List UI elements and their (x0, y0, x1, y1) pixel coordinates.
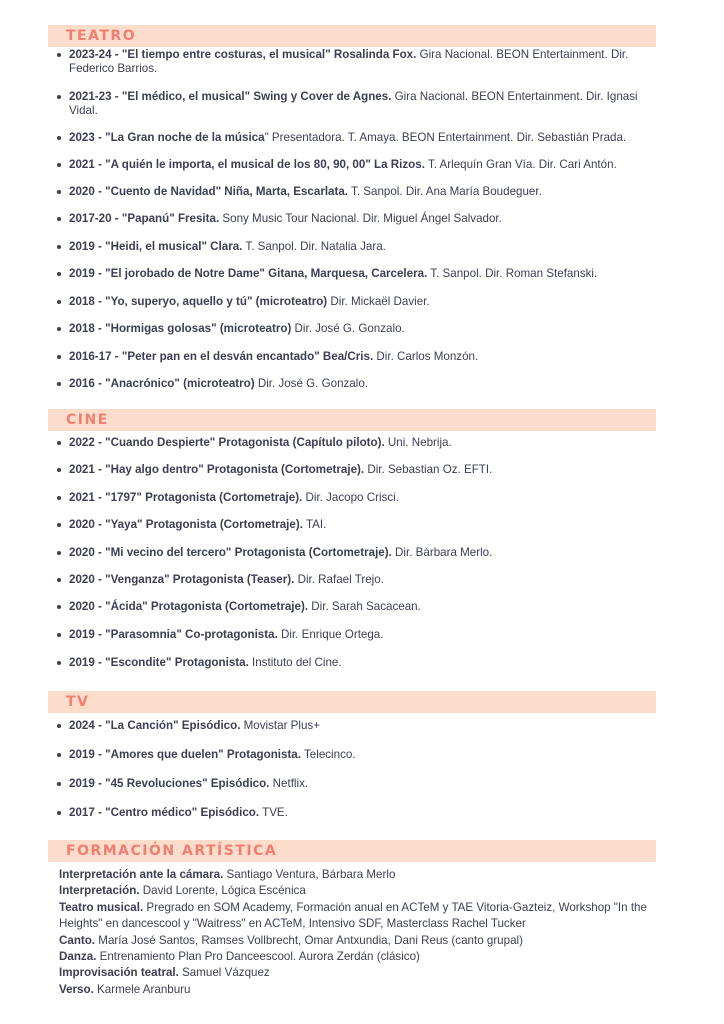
entry-detail: Dir. Mickaël Davier. (327, 295, 430, 308)
formacion-label: Interpretación. (59, 884, 140, 898)
section-title-tv: TV (66, 694, 90, 710)
entry-detail: Sony Music Tour Nacional. Dir. Miguel Ángel Salvador. (219, 212, 502, 225)
formacion-line (59, 883, 669, 899)
section-title-teatro: TEATRO (66, 28, 137, 44)
entry-detail: TVE. (259, 806, 288, 819)
entry-detail: Dir. Rafael Trejo. (294, 573, 384, 586)
formacion-block (59, 867, 669, 998)
entry-detail: TAI. (302, 518, 327, 531)
section-title-formacion: FORMACIÓN ARTÍSTICA (66, 843, 278, 859)
list-item (69, 777, 659, 791)
entry-detail: T. Sanpol. Dir. Roman Stefanski. (427, 267, 598, 280)
entry-detail: Dir. Bárbara Merlo. (391, 546, 493, 559)
entry-title: 2018 - "Hormigas golosas" (microteatro) (69, 322, 292, 335)
entry-title: 2020 - "Venganza" Protagonista (Teaser). (69, 573, 295, 586)
formacion-detail: Pregrado en SOM Academy, Formación anual en ACTeM y TAE Vitoria-Gazteiz, Workshop "In the Heights" en dancescool y "Waitress" en ACTeM, Intensivo SDF, Masterclass Rachel Tucker (59, 900, 647, 931)
list-item (69, 491, 659, 505)
list-item (69, 628, 659, 642)
entry-detail: Instituto del Cine. (248, 656, 342, 669)
formacion-line (59, 867, 669, 883)
formacion-line (59, 933, 669, 949)
list-item (69, 90, 659, 118)
formacion-detail: Karmele Aranburu (93, 982, 191, 996)
list-item (69, 463, 659, 477)
list-item (69, 546, 659, 560)
section-band-tv (48, 691, 656, 713)
formacion-label: Verso. (59, 982, 94, 996)
list-item (69, 267, 659, 281)
entry-detail: T. Sanpol. Dir. Natalia Jara. (242, 240, 386, 253)
formacion-line (59, 965, 669, 981)
entry-detail: Telecinco. (300, 748, 356, 761)
formacion-line (59, 982, 669, 998)
list-item (69, 240, 659, 254)
entry-title: 2017-20 - "Papanú" Fresita. (69, 212, 220, 225)
list-item (69, 656, 659, 670)
list-item (69, 719, 659, 733)
entry-title: 2019 - "Parasomnia" Co-protagonista. (69, 628, 278, 641)
entry-title: 2020 - "Mi vecino del tercero" Protagonista (Cortometraje). (69, 546, 392, 559)
formacion-line (59, 949, 669, 965)
entry-detail: T. Sanpol. Dir. Ana María Boudeguer. (348, 185, 542, 198)
entry-detail: Gira Nacional. BEON Entertainment. Dir. Federico Barrios. (69, 48, 629, 75)
entry-title: 2016-17 - "Peter pan en el desván encantado" Bea/Cris. (69, 350, 374, 363)
entry-title: 2019 - "Heidi, el musical" Clara. (69, 240, 243, 253)
entry-title: 2019 - "Amores que duelen" Protagonista. (69, 748, 301, 761)
entry-title: 2017 - "Centro médico" Episódico. (69, 806, 260, 819)
formacion-label: Interpretación ante la cámara. (59, 868, 224, 881)
list-item (69, 806, 659, 820)
list-item (69, 158, 659, 172)
entry-title: 2021 - "A quién le importa, el musical de los 80, 90, 00" La Rizos. (69, 158, 425, 171)
section-band-teatro (48, 25, 656, 47)
list-item (69, 518, 659, 532)
entry-title: 2023 - "La Gran noche de la música (69, 131, 265, 144)
formacion-detail: Santiago Ventura, Bárbara Merlo (223, 868, 396, 881)
entry-detail: Netflix. (269, 777, 309, 790)
entry-detail: Uni. Nebrija. (384, 436, 452, 449)
formacion-line (59, 900, 669, 933)
section-band-cine (48, 409, 656, 431)
list-item (69, 131, 659, 145)
list-item (69, 322, 659, 336)
formacion-detail: Entrenamiento Plan Pro Danceescool. Aurora Zerdán (clásico) (96, 950, 420, 964)
entry-detail: Dir. Carlos Monzón. (373, 350, 479, 363)
entry-detail: Dir. José G. Gonzalo. (291, 322, 405, 335)
formacion-label: Canto. (59, 933, 96, 947)
entry-detail: Dir. Sarah Sacacean. (308, 600, 421, 613)
entry-detail: Movistar Plus+ (240, 719, 320, 732)
list-item (69, 185, 659, 199)
entry-title: 2016 - "Anacrónico" (microteatro) (69, 377, 255, 390)
formacion-label: Teatro musical. (59, 900, 144, 914)
list-item (69, 295, 659, 309)
entry-detail: T. Arlequín Gran Vía. Dir. Cari Antón. (424, 158, 617, 171)
entry-title: 2018 - "Yo, superyo, aquello y tú" (microteatro) (69, 295, 328, 308)
list-item (69, 573, 659, 587)
list-item (69, 212, 659, 226)
formacion-label: Danza. (59, 950, 97, 964)
list-item (69, 377, 659, 391)
entry-title: 2023-24 - "El tiempo entre costuras, el musical" Rosalinda Fox. (69, 48, 417, 61)
formacion-label: Improvisación teatral. (59, 966, 179, 980)
entry-detail: Dir. Jacopo Crisci. (302, 491, 399, 504)
entry-title: 2019 - "El jorobado de Notre Dame" Gitana, Marquesa, Carcelera. (69, 267, 428, 280)
formacion-detail: David Lorente, Lógica Escénica (139, 884, 306, 898)
formacion-detail: María José Santos, Ramses Vollbrecht, Omar Antxundia, Dani Reus (canto grupal) (95, 933, 523, 947)
entry-title: 2024 - "La Canción" Episódico. (69, 719, 241, 732)
entry-title: 2019 - "45 Revoluciones" Episódico. (69, 777, 270, 790)
entry-title: 2022 - "Cuando Despierte" Protagonista (Capítulo piloto). (69, 436, 385, 449)
entry-title: 2020 - "Ácida" Protagonista (Cortometraje). (69, 600, 309, 613)
entry-detail: Dir. Sebastian Oz. EFTI. (364, 463, 493, 476)
list-item (69, 748, 659, 762)
entry-detail: Dir. Enrique Ortega. (277, 628, 384, 641)
entry-title: 2020 - "Yaya" Protagonista (Cortometraje). (69, 518, 303, 531)
entry-title: 2021 - "Hay algo dentro" Protagonista (Cortometraje). (69, 463, 365, 476)
entry-title: 2020 - "Cuento de Navidad" Niña, Marta, Escarlata. (69, 185, 349, 198)
formacion-detail: Samuel Vázquez (178, 966, 270, 980)
list-item (69, 350, 659, 364)
list-item (69, 436, 659, 450)
entry-title: 2021-23 - "El médico, el musical" Swing y Cover de Agnes. (69, 90, 392, 103)
entry-detail: Dir. José G. Gonzalo. (254, 377, 369, 390)
entry-title: 2021 - "1797" Protagonista (Cortometraje). (69, 491, 303, 504)
entry-detail: Gira Nacional. BEON Entertainment. Dir. Ignasi Vidal. (69, 90, 638, 117)
entry-title: 2019 - "Escondite" Protagonista. (69, 656, 249, 669)
list-item (69, 600, 659, 614)
list-item (69, 48, 659, 76)
section-title-cine: CINE (66, 412, 109, 428)
entry-detail: " Presentadora. T. Amaya. BEON Entertainment. Dir. Sebastián Prada. (264, 131, 627, 144)
